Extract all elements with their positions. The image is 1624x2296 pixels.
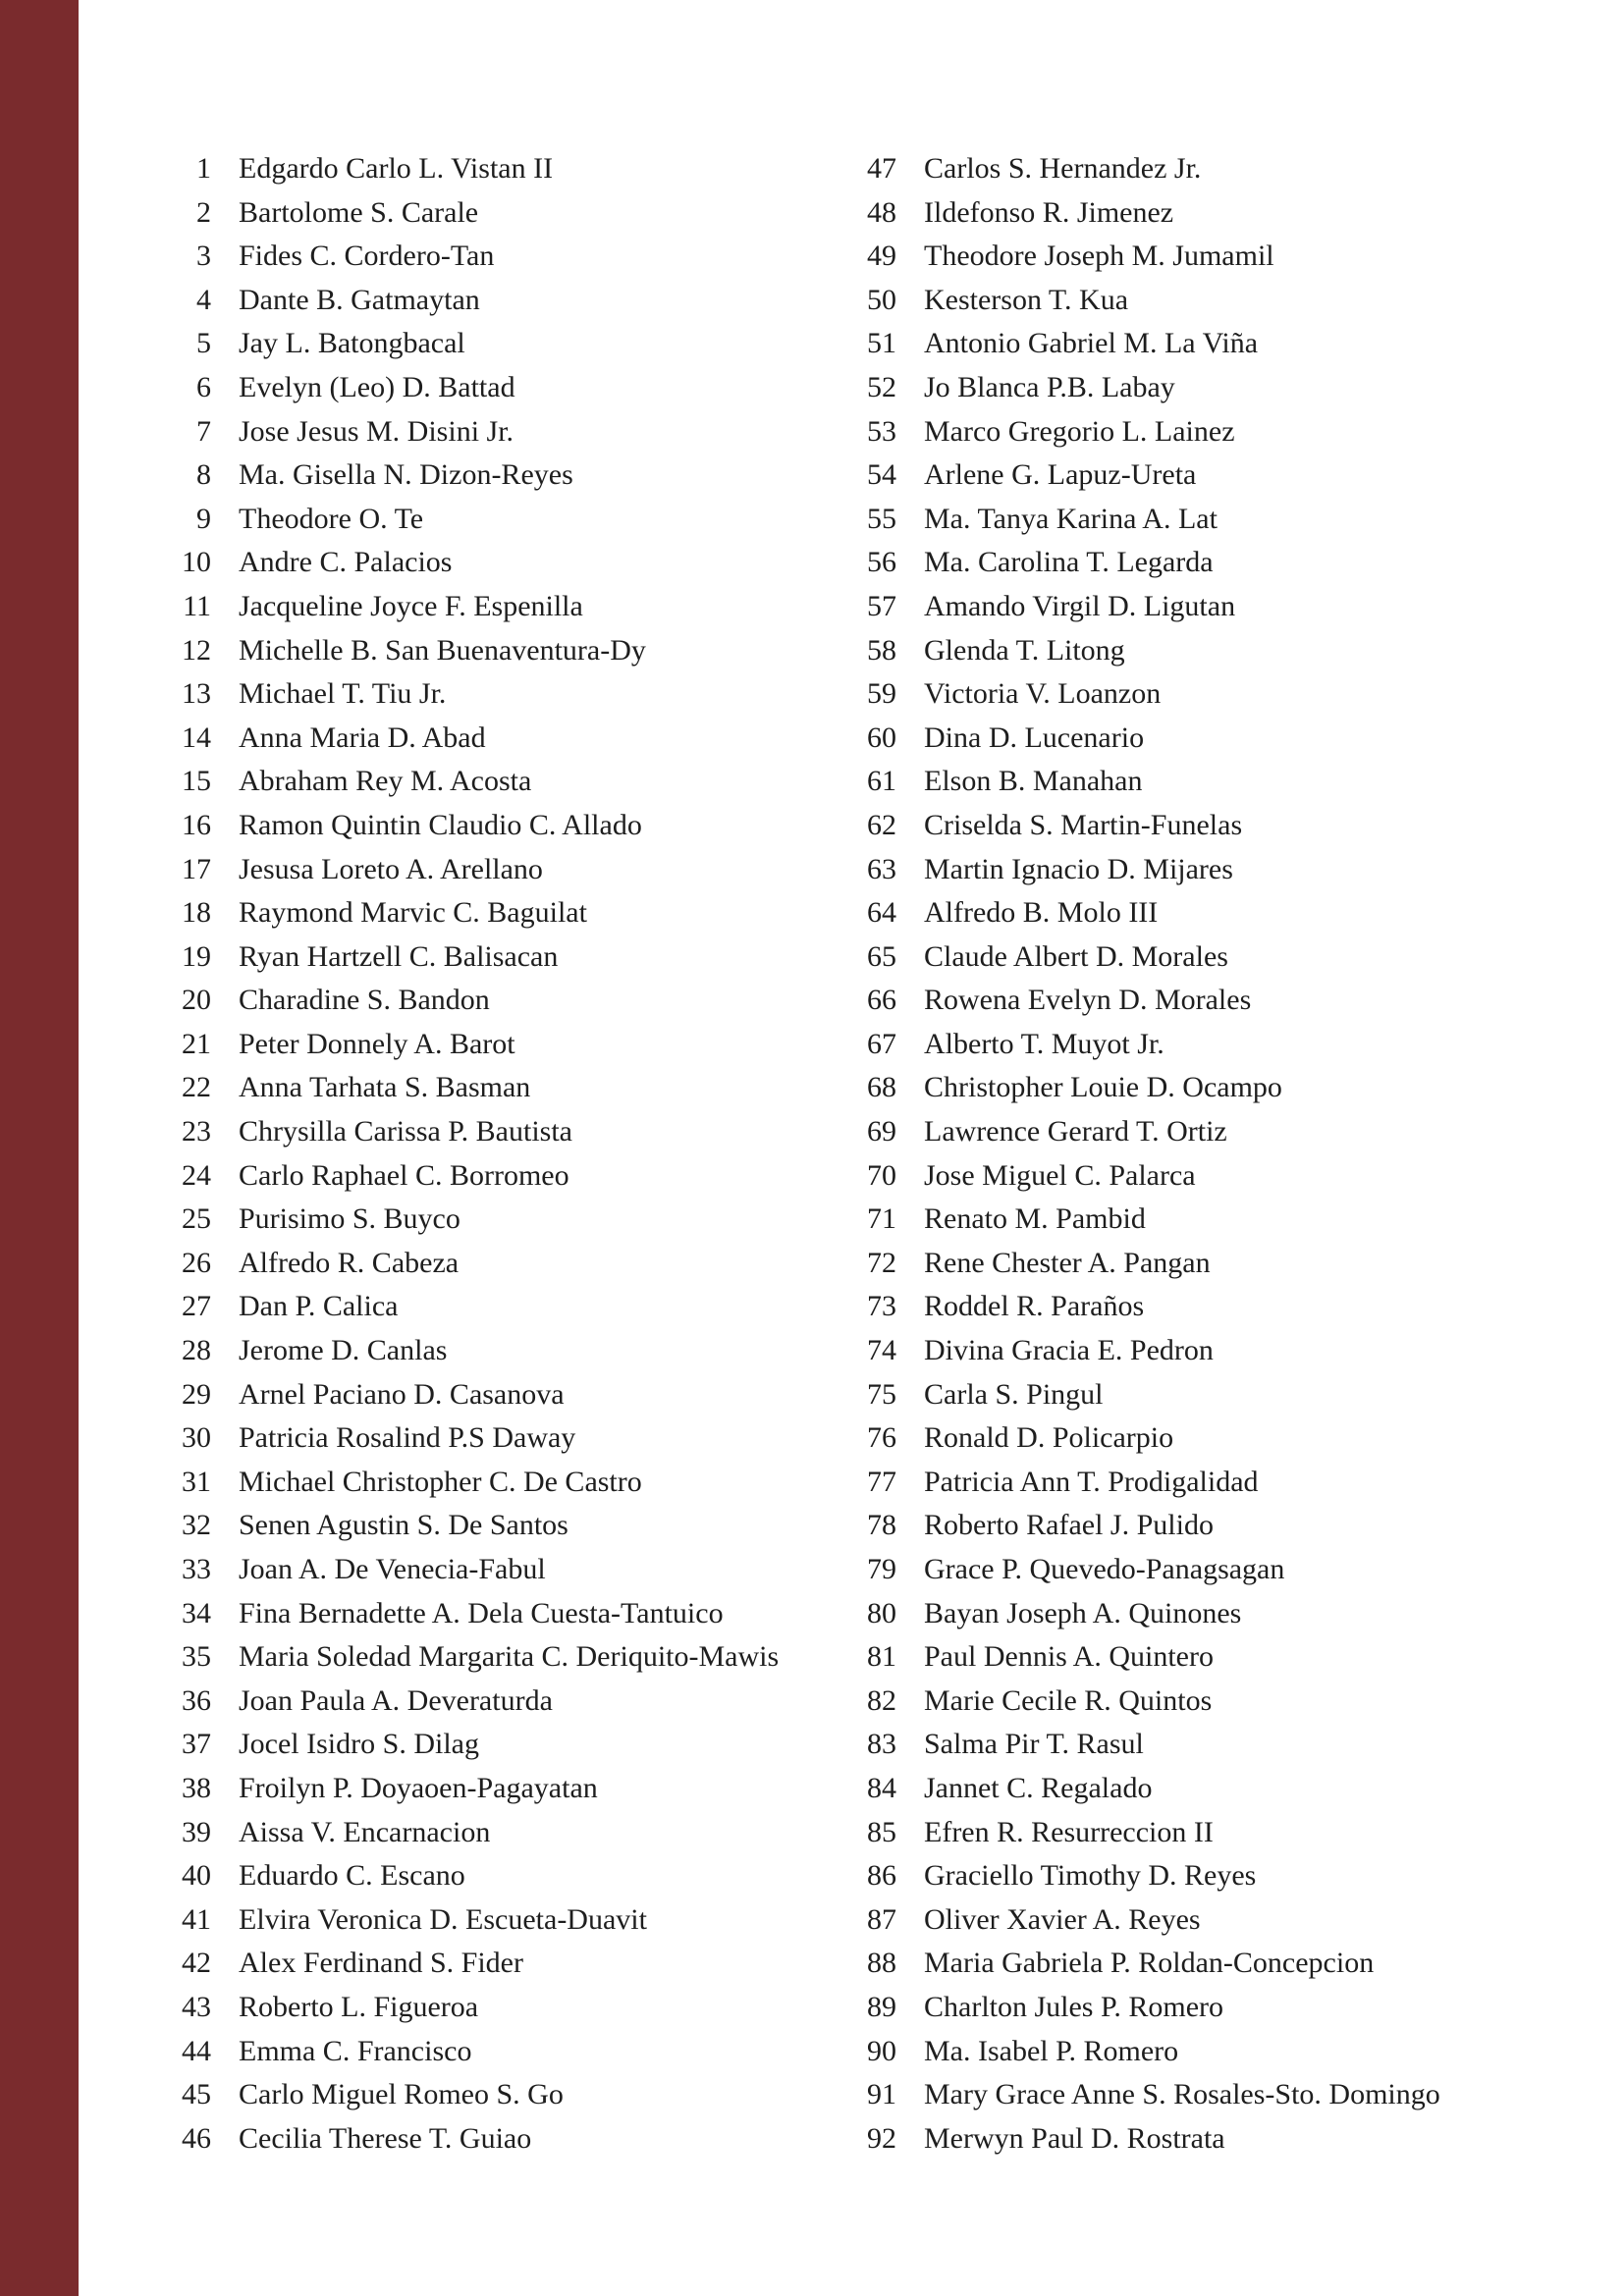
list-item-number: 86 [867, 1859, 896, 1893]
list-item [823, 191, 1598, 236]
list-item-number: 41 [182, 1902, 211, 1936]
list-item [137, 1242, 825, 1286]
list-item-number: 47 [867, 152, 896, 185]
list-item [823, 1854, 1598, 1898]
list-item [137, 804, 825, 848]
list-item [137, 672, 825, 717]
list-item [823, 1986, 1598, 2030]
list-item-name: Alex Ferdinand S. Fider [239, 1947, 523, 1980]
list-item-name: Theodore Joseph M. Jumamil [924, 240, 1274, 273]
list-item-number: 17 [182, 852, 211, 885]
list-item-number: 36 [182, 1683, 211, 1717]
list-item [137, 1329, 825, 1373]
list-item-number: 52 [867, 370, 896, 403]
list-item-number: 62 [867, 808, 896, 841]
list-item [823, 498, 1598, 542]
list-item [823, 1592, 1598, 1636]
list-item [137, 454, 825, 498]
list-item-number: 63 [867, 852, 896, 885]
list-item-number: 29 [182, 1377, 211, 1411]
list-item-name: Roddel R. Paraños [924, 1290, 1145, 1323]
list-item-name: Purisimo S. Buyco [239, 1202, 460, 1236]
list-item-name: Amando Virgil D. Ligutan [924, 589, 1236, 622]
list-item [823, 2073, 1598, 2117]
list-item-number: 84 [867, 1771, 896, 1804]
list-item [823, 1811, 1598, 1855]
list-item-number: 24 [182, 1158, 211, 1192]
list-item [823, 410, 1598, 454]
list-item-name: Roberto L. Figueroa [239, 1990, 479, 2023]
list-item-name: Anna Maria D. Abad [239, 721, 486, 754]
list-item-name: Jose Miguel C. Palarca [924, 1158, 1196, 1192]
list-item-number: 34 [182, 1596, 211, 1629]
list-item-name: Senen Agustin S. De Santos [239, 1509, 568, 1542]
list-item-name: Jacqueline Joyce F. Espenilla [239, 589, 583, 622]
list-item [137, 1723, 825, 1767]
list-item [137, 1154, 825, 1199]
list-item-name: Glenda T. Litong [924, 633, 1125, 667]
list-item [823, 1110, 1598, 1154]
list-item-number: 90 [867, 2034, 896, 2067]
list-item-number: 49 [867, 240, 896, 273]
list-item-number: 1 [196, 152, 211, 185]
list-item [137, 629, 825, 673]
roster-column-right [823, 147, 1598, 2161]
list-item [137, 279, 825, 323]
list-item [137, 848, 825, 892]
list-item-name: Fides C. Cordero-Tan [239, 240, 495, 273]
list-item [823, 366, 1598, 410]
list-item [823, 235, 1598, 279]
list-item-number: 55 [867, 502, 896, 535]
list-item-name: Peter Donnely A. Barot [239, 1027, 515, 1060]
list-item [137, 1592, 825, 1636]
list-item-number: 45 [182, 2078, 211, 2111]
list-item-number: 25 [182, 1202, 211, 1236]
list-item-number: 85 [867, 1815, 896, 1848]
list-item-number: 67 [867, 1027, 896, 1060]
list-item-name: Arnel Paciano D. Casanova [239, 1377, 565, 1411]
list-item-name: Christopher Louie D. Ocampo [924, 1071, 1282, 1104]
list-item-number: 48 [867, 195, 896, 229]
list-item-number: 27 [182, 1290, 211, 1323]
list-item-name: Evelyn (Leo) D. Battad [239, 370, 515, 403]
list-item-number: 30 [182, 1421, 211, 1455]
list-item-name: Ma. Isabel P. Romero [924, 2034, 1179, 2067]
list-item [137, 1680, 825, 1724]
list-item-number: 64 [867, 896, 896, 930]
list-item [137, 717, 825, 761]
list-item-name: Arlene G. Lapuz-Ureta [924, 458, 1197, 492]
list-item-number: 26 [182, 1246, 211, 1279]
list-item-name: Criselda S. Martin-Funelas [924, 808, 1243, 841]
list-item [137, 760, 825, 804]
list-item-name: Grace P. Quevedo-Panagsagan [924, 1553, 1285, 1585]
list-item-name: Patricia Ann T. Prodigalidad [924, 1465, 1259, 1498]
list-item [823, 804, 1598, 848]
list-item-name: Martin Ignacio D. Mijares [924, 852, 1233, 885]
list-item-name: Ma. Gisella N. Dizon-Reyes [239, 458, 573, 492]
list-item [137, 191, 825, 236]
list-item [137, 2030, 825, 2074]
list-item-name: Oliver Xavier A. Reyes [924, 1902, 1201, 1936]
list-item-number: 75 [867, 1377, 896, 1411]
list-item-name: Patricia Rosalind P.S Daway [239, 1421, 576, 1455]
list-item-number: 31 [182, 1465, 211, 1498]
list-item-number: 87 [867, 1902, 896, 1936]
list-item-name: Emma C. Francisco [239, 2034, 472, 2067]
list-item-number: 54 [867, 458, 896, 492]
list-item-name: Chrysilla Carissa P. Bautista [239, 1115, 572, 1148]
list-item [823, 2117, 1598, 2162]
list-item [823, 979, 1598, 1023]
list-item-name: Ma. Tanya Karina A. Lat [924, 502, 1218, 535]
list-item-name: Jay L. Batongbacal [239, 327, 465, 360]
list-item-name: Kesterson T. Kua [924, 283, 1129, 316]
list-item [823, 1242, 1598, 1286]
list-item-number: 77 [867, 1465, 896, 1498]
list-item [823, 935, 1598, 980]
list-item-name: Anna Tarhata S. Basman [239, 1071, 531, 1104]
list-item [823, 672, 1598, 717]
list-item [823, 1767, 1598, 1811]
list-item [137, 1285, 825, 1329]
list-item-name: Joan Paula A. Deveraturda [239, 1683, 553, 1717]
list-item-number: 4 [196, 283, 211, 316]
list-item [137, 235, 825, 279]
list-item [137, 891, 825, 935]
list-item-name: Theodore O. Te [239, 502, 424, 535]
list-item-name: Alberto T. Muyot Jr. [924, 1027, 1164, 1060]
list-item-name: Jose Jesus M. Disini Jr. [239, 414, 514, 448]
list-item-number: 18 [182, 896, 211, 930]
list-item-name: Ryan Hartzell C. Balisacan [239, 939, 559, 973]
list-item [823, 541, 1598, 585]
list-item-name: Abraham Rey M. Acosta [239, 765, 532, 798]
list-item-number: 40 [182, 1859, 211, 1893]
list-item [137, 1110, 825, 1154]
list-item-number: 60 [867, 721, 896, 754]
list-item [137, 935, 825, 980]
list-item-name: Rowena Evelyn D. Morales [924, 984, 1252, 1017]
list-item-name: Efren R. Resurreccion II [924, 1815, 1214, 1848]
list-item [823, 1285, 1598, 1329]
list-item [137, 2073, 825, 2117]
list-item-number: 37 [182, 1728, 211, 1761]
list-item-name: Mary Grace Anne S. Rosales-Sto. Domingo [924, 2078, 1440, 2111]
list-item-number: 44 [182, 2034, 211, 2067]
list-item [823, 629, 1598, 673]
list-item [137, 410, 825, 454]
list-item-number: 57 [867, 589, 896, 622]
list-item-number: 92 [867, 2121, 896, 2155]
list-item [823, 1942, 1598, 1986]
list-item-number: 70 [867, 1158, 896, 1192]
list-item [137, 1504, 825, 1548]
list-item-name: Maria Soledad Margarita C. Deriquito-Mawis [239, 1640, 780, 1674]
list-item-name: Andre C. Palacios [239, 546, 453, 579]
list-item-name: Ildefonso R. Jimenez [924, 195, 1174, 229]
list-item-number: 10 [182, 546, 211, 579]
list-item [823, 1504, 1598, 1548]
list-item [823, 760, 1598, 804]
list-item-name: Michael Christopher C. De Castro [239, 1465, 642, 1498]
list-item-name: Michelle B. San Buenaventura-Dy [239, 633, 646, 667]
list-item [823, 848, 1598, 892]
list-item-name: Victoria V. Loanzon [924, 677, 1162, 711]
list-item [823, 1329, 1598, 1373]
list-item [823, 1723, 1598, 1767]
list-item [137, 366, 825, 410]
list-item [137, 1373, 825, 1417]
list-item [137, 541, 825, 585]
list-item [137, 322, 825, 366]
roster-column-left [137, 147, 825, 2161]
list-item-name: Froilyn P. Doyaoen-Pagayatan [239, 1771, 598, 1804]
list-item [823, 454, 1598, 498]
list-item-number: 74 [867, 1334, 896, 1367]
list-item-name: Raymond Marvic C. Baguilat [239, 896, 587, 930]
list-item-name: Fina Bernadette A. Dela Cuesta-Tantuico [239, 1596, 724, 1629]
list-item-number: 6 [196, 370, 211, 403]
list-item-name: Roberto Rafael J. Pulido [924, 1509, 1214, 1542]
list-item [823, 1154, 1598, 1199]
list-item-number: 15 [182, 765, 211, 798]
list-item-name: Alfredo R. Cabeza [239, 1246, 460, 1279]
list-item-number: 39 [182, 1815, 211, 1848]
list-item-number: 88 [867, 1947, 896, 1980]
list-item-number: 33 [182, 1553, 211, 1585]
list-item-number: 69 [867, 1115, 896, 1148]
list-item-number: 42 [182, 1947, 211, 1980]
list-item [137, 147, 825, 191]
list-item [137, 1461, 825, 1505]
list-item [137, 1986, 825, 2030]
list-item-number: 46 [182, 2121, 211, 2155]
list-item-number: 81 [867, 1640, 896, 1674]
list-item-number: 2 [196, 195, 211, 229]
list-item [823, 1548, 1598, 1592]
list-item-name: Jesusa Loreto A. Arellano [239, 852, 543, 885]
list-item [137, 1767, 825, 1811]
list-item-name: Joan A. De Venecia-Fabul [239, 1553, 546, 1585]
list-item-number: 50 [867, 283, 896, 316]
list-item-number: 79 [867, 1553, 896, 1585]
list-item-number: 58 [867, 633, 896, 667]
list-item [137, 979, 825, 1023]
list-item-number: 21 [182, 1027, 211, 1060]
list-item-number: 68 [867, 1071, 896, 1104]
list-item [137, 1898, 825, 1943]
left-accent-bar [0, 0, 79, 2296]
list-item [823, 1023, 1598, 1067]
list-item-name: Elvira Veronica D. Escueta-Duavit [239, 1902, 647, 1936]
list-item-name: Graciello Timothy D. Reyes [924, 1859, 1257, 1893]
list-item-name: Carlos S. Hernandez Jr. [924, 152, 1202, 185]
list-item-name: Maria Gabriela P. Roldan-Concepcion [924, 1947, 1375, 1980]
list-item-name: Bayan Joseph A. Quinones [924, 1596, 1242, 1629]
list-item [823, 2030, 1598, 2074]
list-item [823, 1066, 1598, 1110]
list-item-number: 3 [196, 240, 211, 273]
list-item-number: 91 [867, 2078, 896, 2111]
list-item [137, 585, 825, 629]
list-item-number: 8 [196, 458, 211, 492]
list-item [137, 1548, 825, 1592]
list-item-number: 13 [182, 677, 211, 711]
list-item-number: 19 [182, 939, 211, 973]
list-item [137, 1198, 825, 1242]
list-item-number: 83 [867, 1728, 896, 1761]
list-item-name: Paul Dennis A. Quintero [924, 1640, 1214, 1674]
list-item [823, 1898, 1598, 1943]
list-item-name: Dan P. Calica [239, 1290, 399, 1323]
list-item-name: Divina Gracia E. Pedron [924, 1334, 1214, 1367]
list-item-name: Alfredo B. Molo III [924, 896, 1159, 930]
list-item-name: Merwyn Paul D. Rostrata [924, 2121, 1225, 2155]
list-item-number: 38 [182, 1771, 211, 1804]
list-item-number: 76 [867, 1421, 896, 1455]
list-item-number: 35 [182, 1640, 211, 1674]
list-item-number: 71 [867, 1202, 896, 1236]
list-item-name: Claude Albert D. Morales [924, 939, 1228, 973]
list-item [823, 147, 1598, 191]
list-item-name: Ronald D. Policarpio [924, 1421, 1174, 1455]
list-item [823, 585, 1598, 629]
list-item [137, 1811, 825, 1855]
list-item [823, 1680, 1598, 1724]
list-item-name: Ramon Quintin Claudio C. Allado [239, 808, 642, 841]
list-item-name: Antonio Gabriel M. La Viña [924, 327, 1259, 360]
list-item [137, 1942, 825, 1986]
list-item-name: Lawrence Gerard T. Ortiz [924, 1115, 1227, 1148]
list-item-number: 32 [182, 1509, 211, 1542]
list-item [137, 1023, 825, 1067]
list-item-number: 89 [867, 1990, 896, 2023]
list-item-number: 51 [867, 327, 896, 360]
list-item-number: 43 [182, 1990, 211, 2023]
list-item-number: 22 [182, 1071, 211, 1104]
list-item-name: Charlton Jules P. Romero [924, 1990, 1223, 2023]
list-item [137, 1854, 825, 1898]
list-item-name: Carla S. Pingul [924, 1377, 1104, 1411]
list-item [823, 279, 1598, 323]
list-item-name: Aissa V. Encarnacion [239, 1815, 491, 1848]
list-item-number: 78 [867, 1509, 896, 1542]
list-item-name: Edgardo Carlo L. Vistan II [239, 152, 554, 185]
list-item-number: 11 [183, 589, 211, 622]
list-item-name: Jannet C. Regalado [924, 1771, 1153, 1804]
list-item [823, 891, 1598, 935]
list-item-name: Jo Blanca P.B. Labay [924, 370, 1175, 403]
list-item-name: Jocel Isidro S. Dilag [239, 1728, 479, 1761]
list-item [823, 1373, 1598, 1417]
list-item [823, 1635, 1598, 1680]
list-item-number: 56 [867, 546, 896, 579]
list-item-name: Marco Gregorio L. Lainez [924, 414, 1235, 448]
list-item-number: 7 [196, 414, 211, 448]
list-item-name: Eduardo C. Escano [239, 1859, 465, 1893]
list-item-name: Elson B. Manahan [924, 765, 1143, 798]
list-item-name: Dante B. Gatmaytan [239, 283, 480, 316]
list-item [823, 322, 1598, 366]
list-item-number: 82 [867, 1683, 896, 1717]
list-item-number: 61 [867, 765, 896, 798]
list-item-number: 53 [867, 414, 896, 448]
list-item [823, 717, 1598, 761]
list-item-number: 20 [182, 984, 211, 1017]
list-item-number: 80 [867, 1596, 896, 1629]
list-item [137, 498, 825, 542]
list-item-name: Cecilia Therese T. Guiao [239, 2121, 532, 2155]
list-item [137, 1416, 825, 1461]
list-item-name: Rene Chester A. Pangan [924, 1246, 1211, 1279]
list-item-name: Bartolome S. Carale [239, 195, 479, 229]
list-item-number: 5 [196, 327, 211, 360]
list-item-name: Ma. Carolina T. Legarda [924, 546, 1214, 579]
list-item-number: 65 [867, 939, 896, 973]
list-item-number: 9 [196, 502, 211, 535]
list-item-name: Jerome D. Canlas [239, 1334, 448, 1367]
list-item-name: Renato M. Pambid [924, 1202, 1146, 1236]
list-item [823, 1461, 1598, 1505]
list-item [823, 1416, 1598, 1461]
list-item-number: 28 [182, 1334, 211, 1367]
list-item-number: 23 [182, 1115, 211, 1148]
list-item [137, 1635, 825, 1680]
list-item-name: Carlo Miguel Romeo S. Go [239, 2078, 564, 2111]
list-item-name: Carlo Raphael C. Borromeo [239, 1158, 569, 1192]
list-item-number: 14 [182, 721, 211, 754]
list-item-number: 59 [867, 677, 896, 711]
list-item-name: Dina D. Lucenario [924, 721, 1145, 754]
list-item-number: 72 [867, 1246, 896, 1279]
list-item-name: Marie Cecile R. Quintos [924, 1683, 1213, 1717]
list-item-number: 12 [182, 633, 211, 667]
list-item-name: Salma Pir T. Rasul [924, 1728, 1144, 1761]
list-item [823, 1198, 1598, 1242]
list-item-name: Michael T. Tiu Jr. [239, 677, 447, 711]
list-item-number: 66 [867, 984, 896, 1017]
list-item [137, 1066, 825, 1110]
list-item-number: 16 [182, 808, 211, 841]
list-item-name: Charadine S. Bandon [239, 984, 490, 1017]
list-item [137, 2117, 825, 2162]
list-item-number: 73 [867, 1290, 896, 1323]
